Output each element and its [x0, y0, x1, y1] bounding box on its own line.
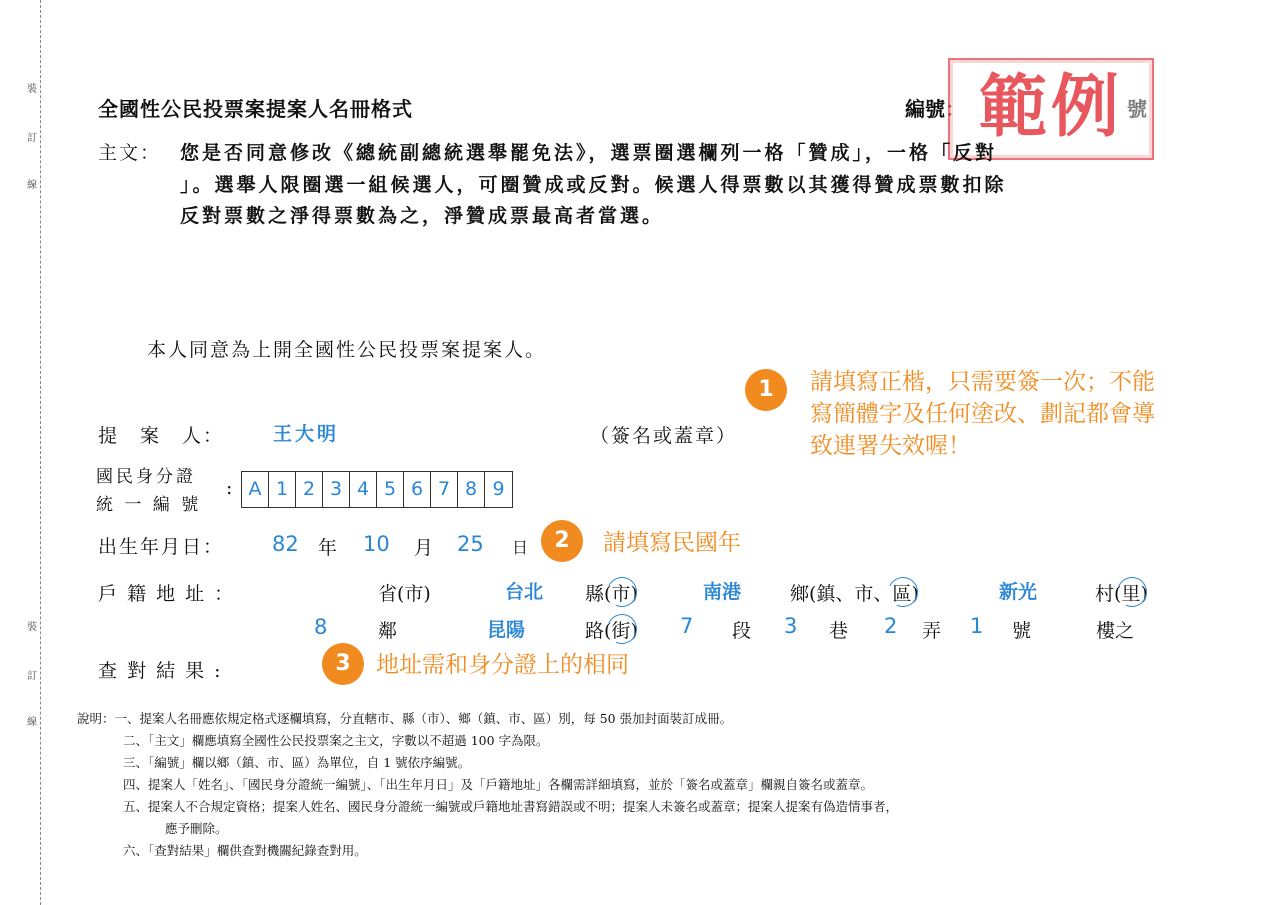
- note-line: 五、提案人不合規定資格；提案人姓名、國民身分證統一編號或戶籍地址書寫錯誤或不明；提案人未簽名或蓋章；提案人提案有偽造情事者，: [123, 799, 899, 814]
- id-label: [96, 463, 201, 519]
- margin-char: 線: [27, 717, 37, 728]
- id-number-box: [241, 471, 513, 508]
- birth-month: 10: [363, 532, 390, 556]
- id-digit-cell: 1: [269, 472, 296, 507]
- section-value: 7: [680, 614, 694, 638]
- proposer-name: 王大明: [273, 423, 340, 445]
- id-digit-cell: 6: [404, 472, 431, 507]
- margin-char: 訂: [27, 671, 37, 682]
- township-value: 南港: [703, 581, 742, 603]
- note-line: 四、提案人「姓名」、「國民身分證統一編號」、「出生年月日」及「戶籍地址」各欄需詳細填寫，並於「簽名或蓋章」欄親自簽名或蓋章。: [123, 777, 874, 792]
- road-unit-selected: 街: [611, 616, 630, 643]
- binding-line: [40, 0, 41, 905]
- note-line: 二、「主文」欄應填寫全國性公民投票案之主文，字數以不超過 100 字為限。: [123, 733, 549, 748]
- village-unit: [1095, 579, 1148, 606]
- id-digit-cell: 5: [377, 472, 404, 507]
- main-text-line: 反對票數之淨得票數為之，淨贊成票最高者當選。: [180, 205, 665, 227]
- id-label-line: 國民身分證: [96, 467, 196, 487]
- county-unit-post: ): [630, 583, 638, 605]
- number-value: 1: [970, 614, 984, 638]
- road-unit-post: ): [630, 620, 638, 642]
- form-title: 全國性公民投票案提案人名冊格式: [98, 97, 413, 121]
- township-unit-post: ): [911, 583, 919, 605]
- birth-label: 出生年月日：: [98, 536, 225, 558]
- alley-unit: 弄: [922, 620, 942, 642]
- neighborhood-unit: 鄰: [378, 620, 398, 642]
- id-digit-cell: 2: [296, 472, 323, 507]
- id-colon: :: [226, 477, 233, 499]
- annotation-line: 致連署失效喔！: [810, 433, 971, 459]
- note-line: 三、「編號」欄以鄉（鎮、市、區）為單位，自 1 號依序編號。: [123, 755, 471, 770]
- margin-char: 裝: [27, 84, 37, 95]
- margin-char: 裝: [27, 622, 37, 633]
- id-digit-cell: 7: [431, 472, 458, 507]
- county-value: 台北: [505, 581, 544, 603]
- number-unit: 號: [1012, 620, 1032, 642]
- annotation-note-1: [810, 366, 1155, 462]
- road-value: 昆陽: [487, 619, 526, 641]
- id-digit-cell: 3: [323, 472, 350, 507]
- birth-month-unit: 月: [414, 537, 434, 559]
- village-value: 新光: [999, 581, 1038, 603]
- village-unit-selected: 里: [1121, 579, 1140, 606]
- address-label: 戶 籍 地 址 ：: [98, 583, 236, 605]
- county-unit-selected: 市: [611, 579, 630, 606]
- annotation-note-3: 地址需和身分證上的相同: [376, 652, 629, 678]
- sign-label: （簽名或蓋章）: [590, 425, 738, 447]
- main-text-line: 」。選舉人限圈選一組候選人，可圈贊成或反對。候選人得票數以其獲得贊成票數扣除: [180, 174, 1007, 196]
- road-unit-pre: 路(: [585, 620, 612, 642]
- note-line: 說明：一、提案人名冊應依規定格式逐欄填寫，分直轄市、縣（市）、鄉（鎮、市、區）別，每 50 張加封面裝訂成冊。: [77, 711, 733, 726]
- margin-char: 訂: [27, 133, 37, 144]
- lane-unit: 巷: [829, 620, 849, 642]
- birth-day-unit: 日: [512, 538, 529, 557]
- floor-unit: 樓之: [1096, 620, 1135, 642]
- id-digit-cell: 9: [492, 478, 505, 500]
- annotation-note-2: 請填寫民國年: [603, 530, 741, 556]
- consent-statement: 本人同意為上開全國性公民投票案提案人。: [147, 339, 547, 361]
- id-digit-cell: 8: [458, 472, 485, 507]
- birth-year-unit: 年: [318, 537, 338, 559]
- proposer-label: 提 案 人：: [98, 425, 225, 447]
- annotation-badge-3: 3: [322, 643, 364, 685]
- margin-char: 線: [27, 180, 37, 191]
- note-line: 六、「查對結果」欄供查對機關紀錄查對用。: [123, 843, 367, 858]
- id-digit-cell: 4: [350, 472, 377, 507]
- section-unit: 段: [732, 620, 752, 642]
- neighborhood-value: 8: [314, 615, 328, 639]
- alley-value: 2: [884, 614, 898, 638]
- serial-label: 編號：: [905, 97, 965, 121]
- lane-value: 3: [784, 614, 798, 638]
- township-unit: [790, 579, 919, 606]
- main-label: 主文：: [98, 142, 162, 164]
- annotation-line: 請填寫正楷，只需要簽一次；不能: [810, 369, 1155, 395]
- road-unit: [585, 616, 638, 643]
- county-unit: [585, 579, 638, 606]
- check-result-label: 查 對 結 果 :: [98, 660, 223, 682]
- birth-day: 25: [457, 532, 484, 556]
- county-unit-pre: 縣(: [585, 583, 612, 605]
- village-unit-pre: 村(: [1095, 583, 1122, 605]
- main-text-line: 您是否同意修改《總統副總統選舉罷免法》，選票圈選欄列一格「贊成」，一格「反對: [180, 142, 998, 164]
- province-unit: 省(市): [378, 583, 431, 605]
- village-unit-post: ): [1140, 583, 1148, 605]
- sample-stamp-text: 範例: [978, 68, 1123, 147]
- id-label-line: 統 一 編 號: [96, 495, 202, 515]
- township-unit-pre: 鄉(鎮、市、: [790, 583, 893, 605]
- township-unit-selected: 區: [892, 579, 911, 606]
- birth-year: 82: [272, 532, 299, 556]
- serial-suffix: 號: [1127, 97, 1147, 121]
- annotation-badge-2: 2: [541, 520, 583, 562]
- id-digit-cell: A: [242, 472, 269, 507]
- annotation-badge-1: 1: [745, 369, 787, 411]
- note-line: 應予刪除。: [165, 821, 228, 836]
- annotation-line: 寫簡體字及任何塗改、劃記都會導: [810, 401, 1155, 427]
